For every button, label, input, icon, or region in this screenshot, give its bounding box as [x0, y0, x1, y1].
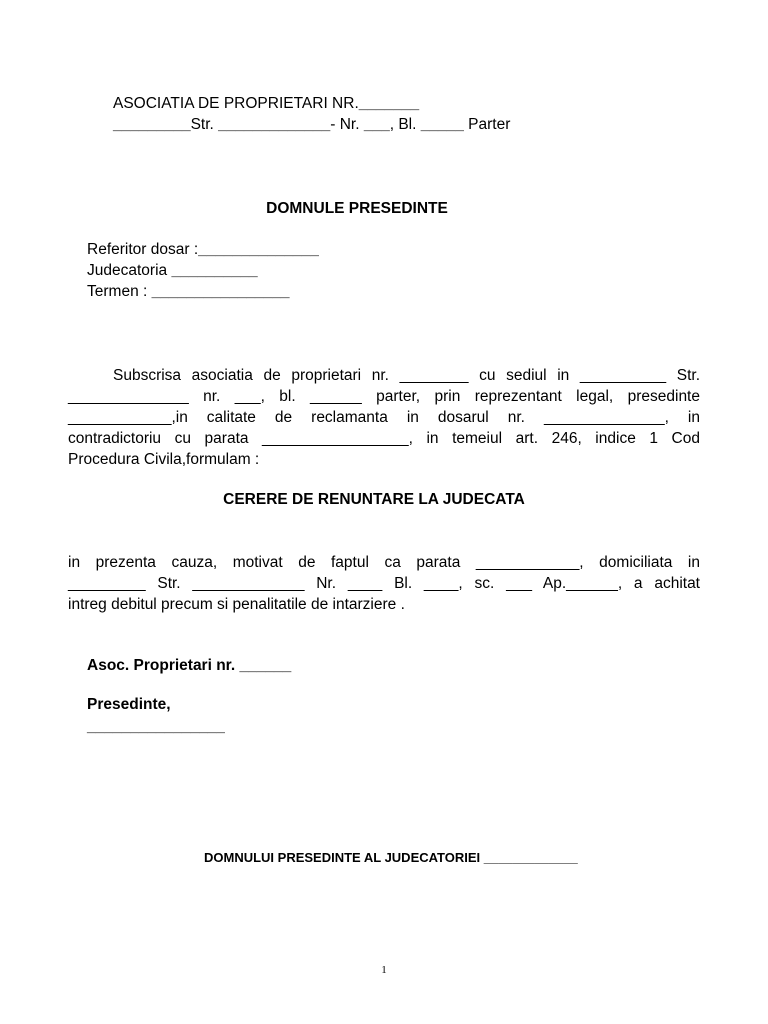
- term-label: Termen :: [87, 283, 152, 300]
- signature-association: Asoc. Proprietari nr. ______: [87, 657, 292, 674]
- body-line-5: Procedura Civila,formulam :: [68, 451, 260, 468]
- salutation-heading: DOMNULE PRESEDINTE: [266, 200, 448, 217]
- footer-address-blank: _____________: [483, 850, 578, 865]
- case-reference-blank: ______________: [198, 241, 319, 258]
- case-reference-label: Referitor dosar :: [87, 241, 199, 258]
- term-field: [87, 283, 290, 301]
- term-blank: ________________: [151, 283, 290, 300]
- court-label: Judecatoria: [87, 262, 172, 279]
- footer-address: [204, 849, 578, 867]
- address-parter-label: Parter: [463, 116, 511, 133]
- signature-blank: ________________: [87, 718, 225, 735]
- body-line-1: Subscrisa asociatia de proprietari nr. ________ cu sediul in __________ Str.: [113, 367, 700, 384]
- association-header: [113, 95, 419, 113]
- address-street-blank: _____________: [218, 116, 331, 133]
- association-title: ASOCIATIA DE PROPRIETARI NR.: [113, 95, 359, 112]
- address-block-blank: _____: [420, 116, 464, 133]
- address-city-blank: _________: [113, 116, 191, 133]
- case-reference: [87, 241, 319, 259]
- address-block-label: , Bl.: [389, 116, 421, 133]
- body-line-4: contradictoriu cu parata _________________, in temeiul art. 246, indice 1 Cod: [68, 430, 700, 447]
- association-address: [113, 116, 510, 134]
- signature-role: Presedinte,: [87, 696, 171, 713]
- footer-address-label: DOMNULUI PRESEDINTE AL JUDECATORIEI: [204, 850, 484, 865]
- address-street-label: Str.: [190, 116, 219, 133]
- court-blank: __________: [171, 262, 258, 279]
- body-line-3: ____________,in calitate de reclamanta in dosarul nr. ______________, in: [68, 409, 700, 426]
- page-number: 1: [381, 964, 387, 976]
- reason-line-1: in prezenta cauza, motivat de faptul ca parata ____________, domiciliata in: [68, 554, 700, 571]
- body-line-2: ______________ nr. ___, bl. ______ parter, prin reprezentant legal, presedinte: [68, 388, 700, 405]
- reason-line-3: intreg debitul precum si penalitatile de intarziere .: [68, 596, 405, 613]
- address-number-blank: ___: [363, 116, 390, 133]
- court-field: [87, 262, 258, 280]
- request-title: CERERE DE RENUNTARE LA JUDECATA: [223, 491, 525, 508]
- reason-line-2: _________ Str. _____________ Nr. ____ Bl. ____, sc. ___ Ap.______, a achitat: [68, 575, 700, 592]
- association-number-blank: _______: [358, 95, 420, 112]
- address-number-label: - Nr.: [330, 116, 364, 133]
